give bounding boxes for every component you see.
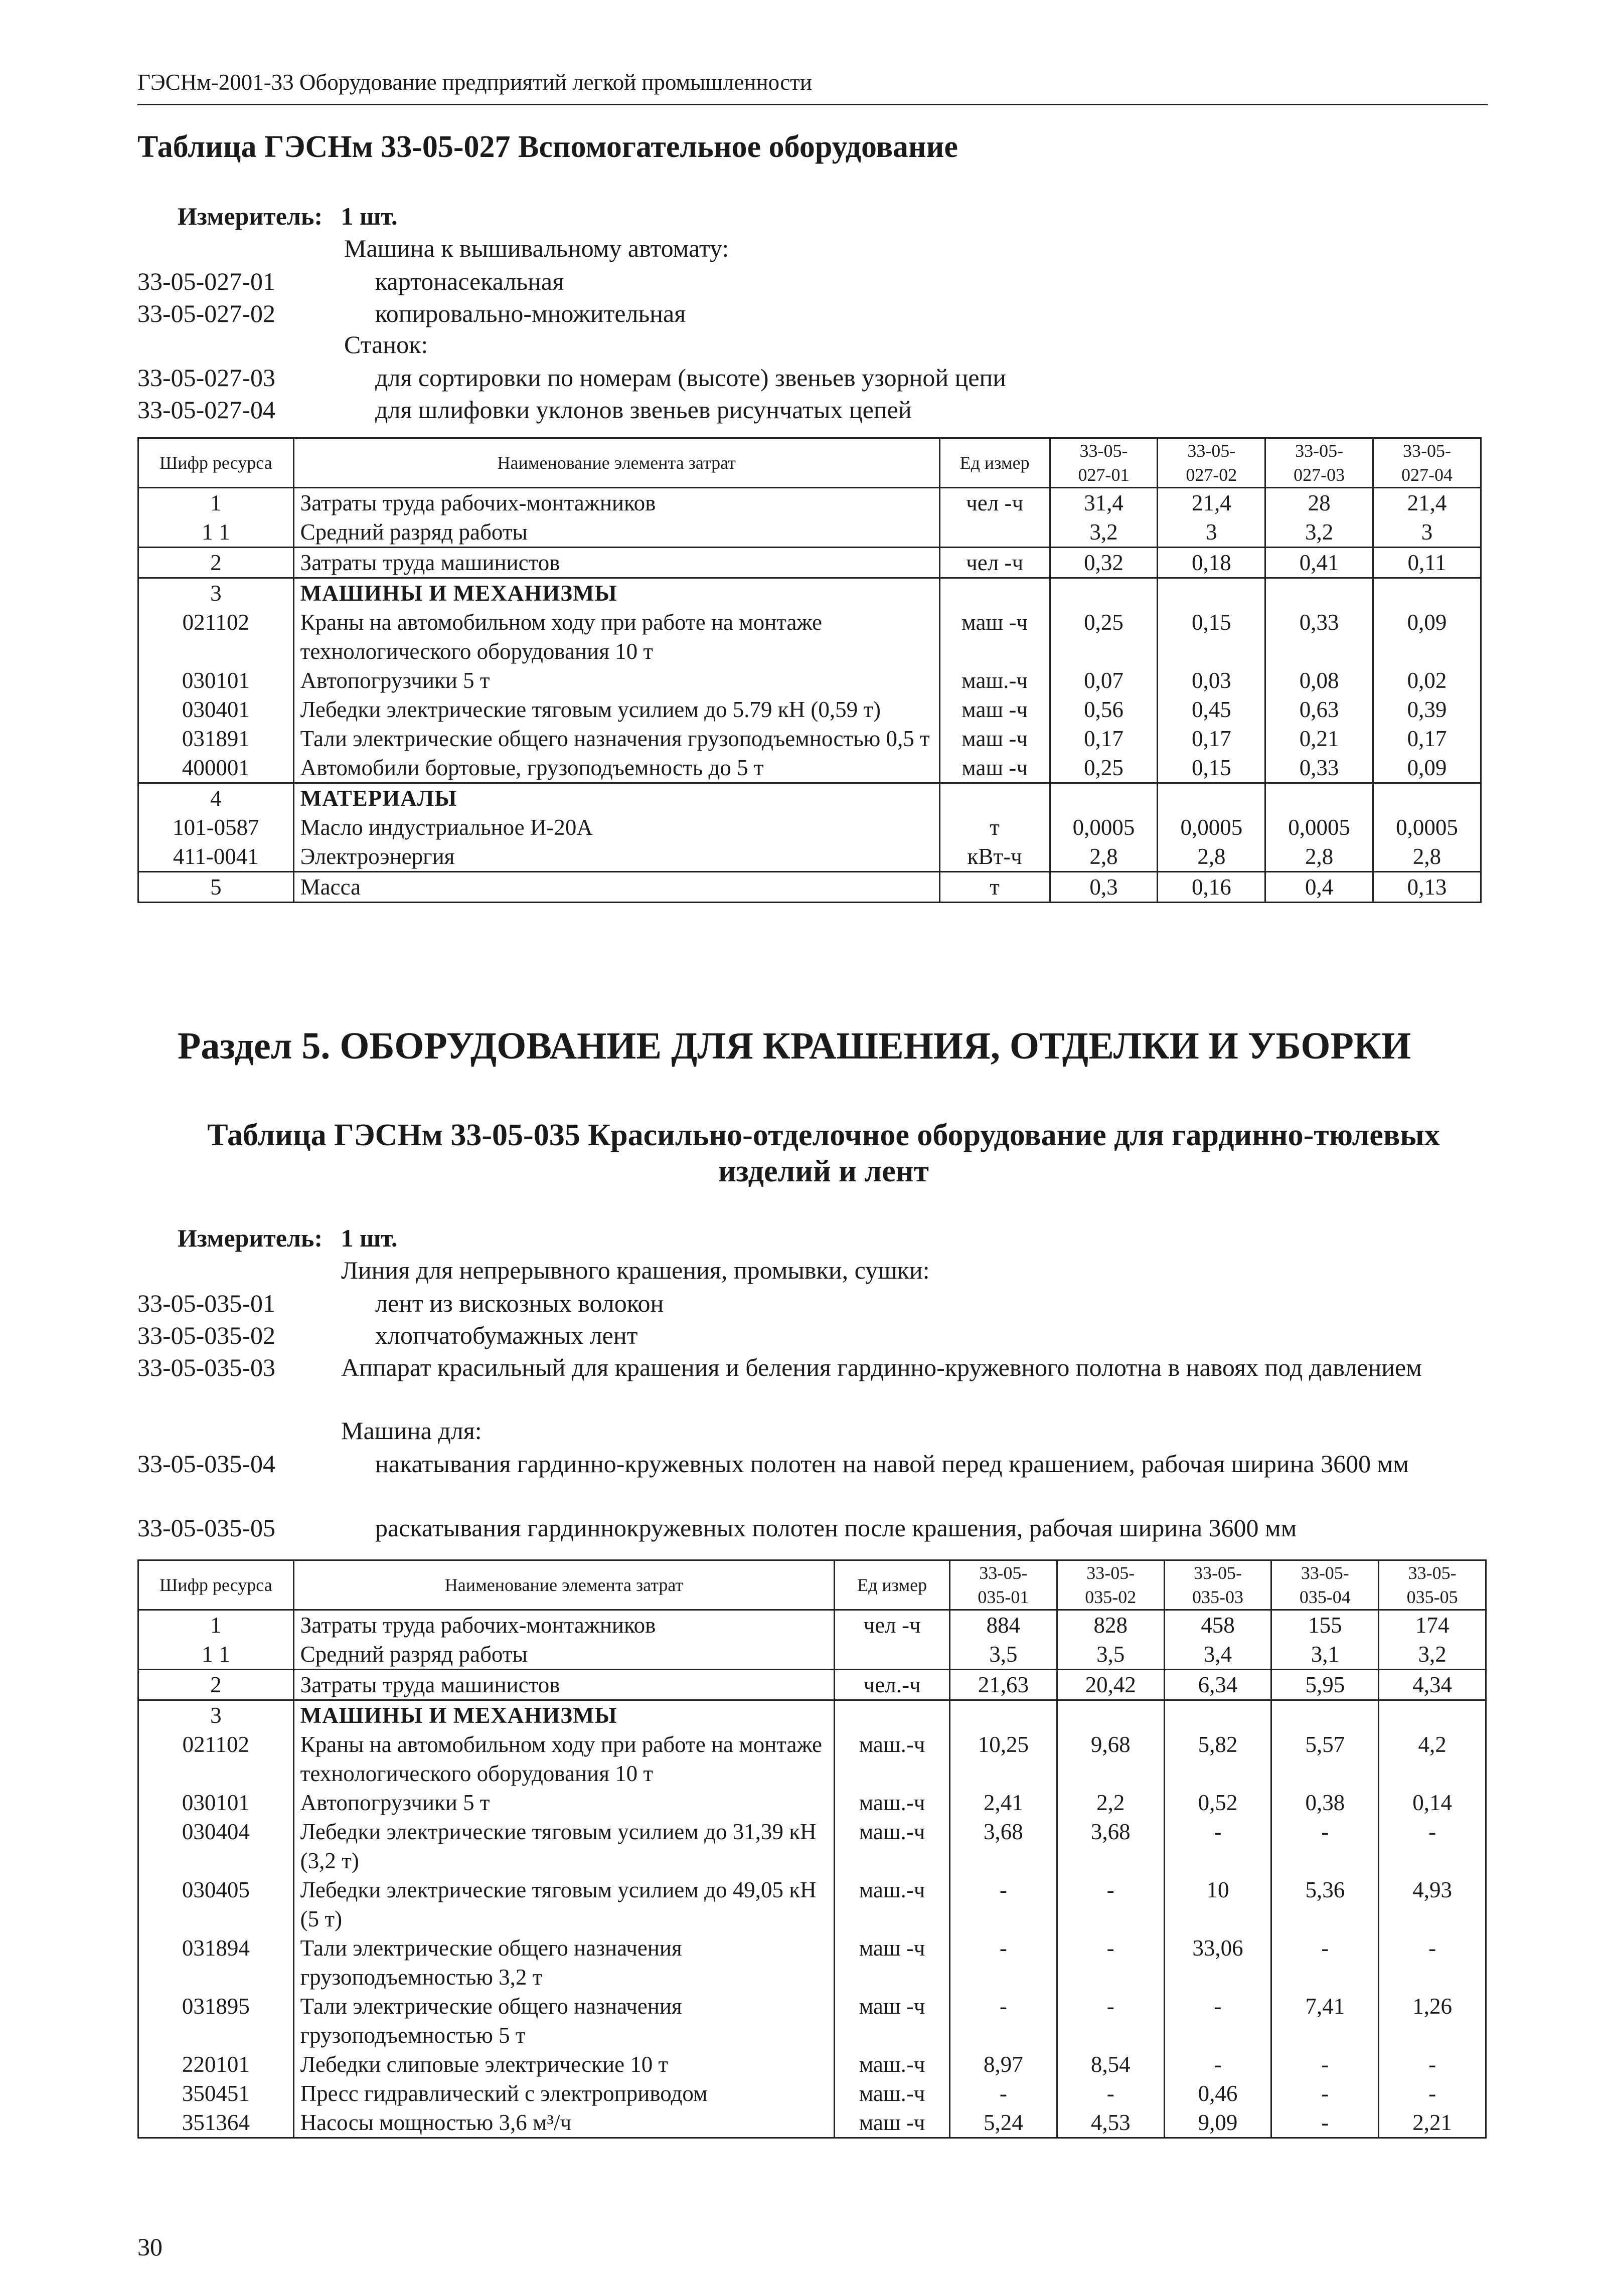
table-row bbox=[138, 1992, 1486, 2050]
unit-cell: маш -ч bbox=[939, 695, 1050, 724]
resource-code-cell: 411-0041 bbox=[138, 842, 294, 872]
norm-value-cell: 0,4 bbox=[1265, 872, 1373, 903]
norm-value-cell: - bbox=[1057, 1933, 1164, 1992]
norm-value-cell bbox=[1158, 578, 1265, 608]
unit-cell bbox=[939, 517, 1050, 548]
resource-name-cell: Краны на автомобильном ходу при работе на монтаже технологического оборудования 10 т bbox=[293, 608, 939, 666]
norm-code: 33-05-027-02 bbox=[137, 299, 275, 327]
norm-value-cell: 3,1 bbox=[1271, 1640, 1379, 1670]
resource-name-cell: Насосы мощностью 3,6 м³/ч bbox=[293, 2108, 835, 2138]
unit-cell: маш.-ч bbox=[939, 666, 1050, 695]
resource-name-cell: Лебедки электрические тяговым усилием до 5.79 кН (0,59 т) bbox=[293, 695, 939, 724]
norm-value-cell bbox=[1373, 578, 1481, 608]
norm-value-cell: 2,2 bbox=[1057, 1788, 1164, 1817]
norm-value-cell: 0,56 bbox=[1050, 695, 1158, 724]
table2-title-line: изделий и лент bbox=[718, 1154, 929, 1188]
norm-value-cell: 0,41 bbox=[1265, 548, 1373, 578]
unit-cell: чел -ч bbox=[835, 1610, 950, 1640]
norm-value-cell: - bbox=[1271, 2108, 1379, 2138]
unit-cell: маш -ч bbox=[835, 1992, 950, 2050]
norm-value-cell: 0,33 bbox=[1265, 753, 1373, 783]
resource-code-cell: 030101 bbox=[138, 1788, 294, 1817]
resource-code-cell: 030401 bbox=[138, 695, 294, 724]
resource-name-cell: Краны на автомобильном ходу при работе на монтаже технологического оборудования 10 т bbox=[293, 1730, 835, 1788]
norm-code: 33-05-027-01 bbox=[137, 267, 275, 295]
resource-name-cell: МАШИНЫ И МЕХАНИЗМЫ bbox=[293, 578, 939, 608]
norm-value-cell: - bbox=[1271, 2079, 1379, 2108]
norm-value-cell: 2,8 bbox=[1050, 842, 1158, 872]
norm-value-cell: 3 bbox=[1373, 517, 1481, 548]
norm-value-cell: 21,4 bbox=[1373, 488, 1481, 518]
resource-code-cell: 1 bbox=[138, 1610, 294, 1640]
unit-cell: маш.-ч bbox=[835, 1788, 950, 1817]
table-row bbox=[138, 1933, 1486, 1992]
norm-value-cell: 0,52 bbox=[1164, 1788, 1271, 1817]
norm-value-cell: - bbox=[1057, 1875, 1164, 1933]
norm-value-cell bbox=[1265, 783, 1373, 813]
measure-value: 1 шт. bbox=[341, 202, 398, 230]
unit-cell bbox=[835, 1700, 950, 1730]
norm-code: 33-05-027-04 bbox=[137, 396, 275, 424]
norm-value-cell bbox=[1373, 783, 1481, 813]
col-header-code: Шифр ресурса bbox=[138, 1560, 294, 1610]
table-row bbox=[138, 842, 1481, 872]
unit-cell: чел -ч bbox=[939, 548, 1050, 578]
resource-code-cell: 031895 bbox=[138, 1992, 294, 2050]
norm-value-cell: 5,57 bbox=[1271, 1730, 1379, 1788]
unit-cell: маш.-ч bbox=[835, 2079, 950, 2108]
unit-cell: маш -ч bbox=[939, 753, 1050, 783]
norm-value-cell bbox=[1271, 1700, 1379, 1730]
table-row bbox=[138, 488, 1481, 518]
norm-value-cell: 155 bbox=[1271, 1610, 1379, 1640]
norm-value-cell: 21,63 bbox=[950, 1670, 1057, 1700]
resource-code-cell: 2 bbox=[138, 548, 294, 578]
resource-name-cell: Лебедки электрические тяговым усилием до 49,05 кН (5 т) bbox=[293, 1875, 835, 1933]
resource-name-cell: Лебедки электрические тяговым усилием до 31,39 кН (3,2 т) bbox=[293, 1817, 835, 1875]
table-row bbox=[138, 724, 1481, 753]
resource-name-cell: Тали электрические общего назначения грузоподъемностью 0,5 т bbox=[293, 724, 939, 753]
header-rule bbox=[137, 104, 1488, 105]
norm-value-cell: 0,17 bbox=[1373, 724, 1481, 753]
norm-value-cell: 10,25 bbox=[950, 1730, 1057, 1788]
resource-name-cell: Тали электрические общего назначения грузоподъемностью 5 т bbox=[293, 1992, 835, 2050]
norm-value-cell bbox=[1050, 783, 1158, 813]
norm-value-cell: - bbox=[1271, 1933, 1379, 1992]
page-number: 30 bbox=[137, 2233, 163, 2261]
resource-code-cell: 3 bbox=[138, 1700, 294, 1730]
norm-value-cell: 8,54 bbox=[1057, 2050, 1164, 2079]
table-row bbox=[138, 1610, 1486, 1640]
resource-code-cell: 351364 bbox=[138, 2108, 294, 2138]
resource-name-cell: Затраты труда рабочих-монтажников bbox=[293, 1610, 835, 1640]
table-row bbox=[138, 813, 1481, 842]
norm-desc: для сортировки по номерам (высоте) звеньев узорной цепи bbox=[375, 364, 1007, 392]
norm-value-cell bbox=[1050, 578, 1158, 608]
norm-value-cell: 3,4 bbox=[1164, 1640, 1271, 1670]
norm-value-cell bbox=[1265, 578, 1373, 608]
table2-title bbox=[177, 1117, 1471, 1189]
norm-value-cell: - bbox=[1379, 2079, 1486, 2108]
norm-value-cell: 0,39 bbox=[1373, 695, 1481, 724]
unit-cell bbox=[939, 783, 1050, 813]
unit-cell: маш.-ч bbox=[835, 1730, 950, 1788]
norm-value-cell: 3,2 bbox=[1265, 517, 1373, 548]
norm-value-cell: 458 bbox=[1164, 1610, 1271, 1640]
col-header-unit: Ед измер bbox=[835, 1560, 950, 1610]
norm-desc: картонасекальная bbox=[375, 267, 564, 295]
norm-value-cell: 0,33 bbox=[1265, 608, 1373, 666]
table-row bbox=[138, 608, 1481, 666]
norm-value-cell: 174 bbox=[1379, 1610, 1486, 1640]
norm-value-cell: - bbox=[1379, 2050, 1486, 2079]
unit-cell: маш -ч bbox=[835, 1933, 950, 1992]
norm-value-cell: 2,8 bbox=[1373, 842, 1481, 872]
resource-code-cell: 030405 bbox=[138, 1875, 294, 1933]
norm-code: 33-05-035-05 bbox=[137, 1514, 275, 1542]
norm-desc: раскатывания гардиннокружевных полотен после крашения, рабочая ширина 3600 мм bbox=[375, 1514, 1297, 1542]
resource-table-2 bbox=[137, 1559, 1487, 2139]
norm-value-cell: 0,09 bbox=[1373, 608, 1481, 666]
norm-value-cell: 3,5 bbox=[950, 1640, 1057, 1670]
col-header-norm: 33-05- 035-01 bbox=[950, 1560, 1057, 1610]
table-row bbox=[138, 517, 1481, 548]
norm-value-cell: 884 bbox=[950, 1610, 1057, 1640]
norm-value-cell: 0,11 bbox=[1373, 548, 1481, 578]
resource-name-cell: Тали электрические общего назначения грузоподъемностью 3,2 т bbox=[293, 1933, 835, 1992]
resource-name-cell: Средний разряд работы bbox=[293, 1640, 835, 1670]
norm-value-cell: 3,2 bbox=[1050, 517, 1158, 548]
norm-value-cell: 20,42 bbox=[1057, 1670, 1164, 1700]
norm-value-cell: 6,34 bbox=[1164, 1670, 1271, 1700]
table-row bbox=[138, 1730, 1486, 1788]
norm-value-cell: 0,17 bbox=[1158, 724, 1265, 753]
norm-value-cell: - bbox=[1164, 1817, 1271, 1875]
norm-value-cell: 0,13 bbox=[1373, 872, 1481, 903]
norm-value-cell: - bbox=[1271, 1817, 1379, 1875]
norm-value-cell: 0,02 bbox=[1373, 666, 1481, 695]
norm-value-cell: 0,14 bbox=[1379, 1788, 1486, 1817]
norm-value-cell: 0,0005 bbox=[1050, 813, 1158, 842]
table-row bbox=[138, 695, 1481, 724]
table-row bbox=[138, 1788, 1486, 1817]
norm-desc: хлопчатобумажных лент bbox=[375, 1321, 638, 1349]
resource-code-cell: 400001 bbox=[138, 753, 294, 783]
norm-code: 33-05-035-04 bbox=[137, 1450, 275, 1478]
norm-value-cell: 0,25 bbox=[1050, 608, 1158, 666]
table2-measure bbox=[178, 1223, 398, 1253]
norm-value-cell: 9,09 bbox=[1164, 2108, 1271, 2138]
unit-cell: кВт-ч bbox=[939, 842, 1050, 872]
resource-code-cell: 021102 bbox=[138, 1730, 294, 1788]
norm-value-cell: 3,68 bbox=[1057, 1817, 1164, 1875]
table-row bbox=[138, 872, 1481, 903]
norm-value-cell: 5,95 bbox=[1271, 1670, 1379, 1700]
resource-name-cell: Лебедки слиповые электрические 10 т bbox=[293, 2050, 835, 2079]
unit-cell: т bbox=[939, 872, 1050, 903]
norm-value-cell: 0,46 bbox=[1164, 2079, 1271, 2108]
norm-value-cell: - bbox=[950, 1875, 1057, 1933]
norm-value-cell: 4,34 bbox=[1379, 1670, 1486, 1700]
norm-value-cell bbox=[1158, 783, 1265, 813]
norm-value-cell: 33,06 bbox=[1164, 1933, 1271, 1992]
norm-desc: накатывания гардинно-кружевных полотен на навой перед крашением, рабочая ширина 3600 мм bbox=[375, 1450, 1409, 1478]
running-header: ГЭСНм-2001-33 Оборудование предприятий легкой промышленности bbox=[137, 70, 812, 95]
norm-value-cell: 3,68 bbox=[950, 1817, 1057, 1875]
table-row bbox=[138, 2079, 1486, 2108]
table-row bbox=[138, 2108, 1486, 2138]
resource-name-cell: МАШИНЫ И МЕХАНИЗМЫ bbox=[293, 1700, 835, 1730]
col-header-norm: 33-05- 035-02 bbox=[1057, 1560, 1164, 1610]
norm-value-cell: 0,18 bbox=[1158, 548, 1265, 578]
norm-value-cell: - bbox=[950, 1933, 1057, 1992]
norm-value-cell: 0,45 bbox=[1158, 695, 1265, 724]
norm-value-cell: 0,0005 bbox=[1158, 813, 1265, 842]
norm-value-cell: 0,07 bbox=[1050, 666, 1158, 695]
group-heading: Машина для: bbox=[341, 1417, 482, 1445]
norm-value-cell: 21,4 bbox=[1158, 488, 1265, 518]
table1-measure bbox=[178, 202, 398, 231]
norm-value-cell: 3,2 bbox=[1379, 1640, 1486, 1670]
resource-name-cell: Затраты труда машинистов bbox=[293, 548, 939, 578]
unit-cell: маш.-ч bbox=[835, 1817, 950, 1875]
norm-value-cell: 0,17 bbox=[1050, 724, 1158, 753]
norm-value-cell: - bbox=[950, 1992, 1057, 2050]
resource-name-cell: Масса bbox=[293, 872, 939, 903]
table-row bbox=[138, 1670, 1486, 1700]
norm-value-cell: 0,25 bbox=[1050, 753, 1158, 783]
norm-value-cell: 0,0005 bbox=[1373, 813, 1481, 842]
resource-code-cell: 031891 bbox=[138, 724, 294, 753]
table-row bbox=[138, 1700, 1486, 1730]
table-header bbox=[138, 1560, 1486, 1610]
col-header-name: Наименование элемента затрат bbox=[293, 438, 939, 488]
col-header-norm: 33-05- 027-01 bbox=[1050, 438, 1158, 488]
norm-desc: для шлифовки уклонов звеньев рисунчатых цепей bbox=[375, 396, 912, 424]
resource-name-cell: Масло индустриальное И-20А bbox=[293, 813, 939, 842]
table2-title-line: Таблица ГЭСНм 33-05-035 Красильно-отделочное оборудование для гардинно-тюлевых bbox=[207, 1118, 1440, 1152]
norm-value-cell: 9,68 bbox=[1057, 1730, 1164, 1788]
norm-value-cell: 2,8 bbox=[1265, 842, 1373, 872]
resource-name-cell: Затраты труда рабочих-монтажников bbox=[293, 488, 939, 518]
resource-code-cell: 4 bbox=[138, 783, 294, 813]
norm-code: 33-05-035-03 bbox=[137, 1353, 275, 1381]
group-heading: Линия для непрерывного крашения, промывки, сушки: bbox=[341, 1256, 930, 1284]
resource-name-cell: Электроэнергия bbox=[293, 842, 939, 872]
col-header-norm: 33-05- 027-02 bbox=[1158, 438, 1265, 488]
table-row bbox=[138, 1875, 1486, 1933]
resource-name-cell: Пресс гидравлический с электроприводом bbox=[293, 2079, 835, 2108]
norm-value-cell: - bbox=[1057, 2079, 1164, 2108]
norm-value-cell: - bbox=[1271, 2050, 1379, 2079]
col-header-norm: 33-05- 035-04 bbox=[1271, 1560, 1379, 1610]
group-heading: Станок: bbox=[344, 330, 428, 359]
norm-code: 33-05-035-01 bbox=[137, 1289, 275, 1317]
norm-value-cell: 2,8 bbox=[1158, 842, 1265, 872]
resource-code-cell: 2 bbox=[138, 1670, 294, 1700]
norm-value-cell: 5,82 bbox=[1164, 1730, 1271, 1788]
resource-code-cell: 030101 bbox=[138, 666, 294, 695]
norm-code: 33-05-035-02 bbox=[137, 1321, 275, 1349]
norm-value-cell bbox=[1057, 1700, 1164, 1730]
resource-code-cell: 021102 bbox=[138, 608, 294, 666]
resource-code-cell: 1 1 bbox=[138, 517, 294, 548]
norm-value-cell: 0,0005 bbox=[1265, 813, 1373, 842]
section-title: Раздел 5. ОБОРУДОВАНИЕ ДЛЯ КРАШЕНИЯ, ОТДЕЛКИ И УБОРКИ bbox=[178, 1025, 1411, 1067]
resource-code-cell: 3 bbox=[138, 578, 294, 608]
norm-value-cell: 2,41 bbox=[950, 1788, 1057, 1817]
resource-code-cell: 220101 bbox=[138, 2050, 294, 2079]
col-header-name: Наименование элемента затрат bbox=[293, 1560, 835, 1610]
resource-code-cell: 030404 bbox=[138, 1817, 294, 1875]
measure-label: Измеритель: bbox=[178, 202, 323, 230]
unit-cell: маш.-ч bbox=[835, 2050, 950, 2079]
resource-name-cell: Автопогрузчики 5 т bbox=[293, 666, 939, 695]
table-row bbox=[138, 753, 1481, 783]
table-row bbox=[138, 783, 1481, 813]
norm-value-cell: 1,26 bbox=[1379, 1992, 1486, 2050]
resource-code-cell: 5 bbox=[138, 872, 294, 903]
norm-value-cell: 0,32 bbox=[1050, 548, 1158, 578]
unit-cell: чел.-ч bbox=[835, 1670, 950, 1700]
resource-code-cell: 1 1 bbox=[138, 1640, 294, 1670]
col-header-unit: Ед измер bbox=[939, 438, 1050, 488]
resource-code-cell: 350451 bbox=[138, 2079, 294, 2108]
norm-value-cell bbox=[950, 1700, 1057, 1730]
norm-value-cell: 4,53 bbox=[1057, 2108, 1164, 2138]
norm-value-cell: 0,16 bbox=[1158, 872, 1265, 903]
resource-code-cell: 1 bbox=[138, 488, 294, 518]
table-row bbox=[138, 578, 1481, 608]
norm-value-cell: 28 bbox=[1265, 488, 1373, 518]
resource-name-cell: Затраты труда машинистов bbox=[293, 1670, 835, 1700]
measure-value: 1 шт. bbox=[341, 1224, 398, 1252]
col-header-norm: 33-05- 027-04 bbox=[1373, 438, 1481, 488]
norm-value-cell: - bbox=[1379, 1817, 1486, 1875]
resource-name-cell: Средний разряд работы bbox=[293, 517, 939, 548]
norm-value-cell: 7,41 bbox=[1271, 1992, 1379, 2050]
measure-label: Измеритель: bbox=[178, 1224, 323, 1252]
norm-value-cell bbox=[1164, 1700, 1271, 1730]
norm-value-cell: - bbox=[950, 2079, 1057, 2108]
norm-value-cell bbox=[1379, 1700, 1486, 1730]
norm-value-cell: - bbox=[1057, 1992, 1164, 2050]
norm-desc: Аппарат красильный для крашения и беления гардинно-кружевного полотна в навоях под давлением bbox=[341, 1353, 1422, 1381]
norm-value-cell: - bbox=[1164, 1992, 1271, 2050]
table-row bbox=[138, 548, 1481, 578]
norm-value-cell: - bbox=[1164, 2050, 1271, 2079]
table-row bbox=[138, 1640, 1486, 1670]
norm-value-cell: 0,21 bbox=[1265, 724, 1373, 753]
norm-value-cell: 0,15 bbox=[1158, 608, 1265, 666]
table1-title: Таблица ГЭСНм 33-05-027 Вспомогательное оборудование bbox=[137, 130, 958, 164]
norm-value-cell: 5,36 bbox=[1271, 1875, 1379, 1933]
unit-cell bbox=[939, 578, 1050, 608]
group-heading: Машина к вышивальному автомату: bbox=[344, 234, 729, 262]
norm-value-cell: 3 bbox=[1158, 517, 1265, 548]
col-header-norm: 33-05- 027-03 bbox=[1265, 438, 1373, 488]
norm-value-cell: 0,09 bbox=[1373, 753, 1481, 783]
norm-value-cell: 31,4 bbox=[1050, 488, 1158, 518]
unit-cell: маш -ч bbox=[939, 724, 1050, 753]
col-header-norm: 33-05- 035-05 bbox=[1379, 1560, 1486, 1610]
resource-code-cell: 031894 bbox=[138, 1933, 294, 1992]
resource-name-cell: МАТЕРИАЛЫ bbox=[293, 783, 939, 813]
norm-desc: копировально-множительная bbox=[375, 299, 686, 327]
table-row bbox=[138, 666, 1481, 695]
resource-code-cell: 101-0587 bbox=[138, 813, 294, 842]
norm-value-cell: 5,24 bbox=[950, 2108, 1057, 2138]
norm-code: 33-05-027-03 bbox=[137, 364, 275, 392]
resource-table-1 bbox=[137, 437, 1482, 903]
norm-value-cell: - bbox=[1379, 1933, 1486, 1992]
unit-cell bbox=[835, 1640, 950, 1670]
unit-cell: маш.-ч bbox=[835, 1875, 950, 1933]
norm-value-cell: 0,38 bbox=[1271, 1788, 1379, 1817]
norm-value-cell: 828 bbox=[1057, 1610, 1164, 1640]
table-header bbox=[138, 438, 1481, 488]
resource-name-cell: Автомобили бортовые, грузоподъемность до 5 т bbox=[293, 753, 939, 783]
norm-value-cell: 0,3 bbox=[1050, 872, 1158, 903]
col-header-code: Шифр ресурса bbox=[138, 438, 294, 488]
unit-cell: маш -ч bbox=[835, 2108, 950, 2138]
resource-name-cell: Автопогрузчики 5 т bbox=[293, 1788, 835, 1817]
norm-value-cell: 4,2 bbox=[1379, 1730, 1486, 1788]
norm-value-cell: 8,97 bbox=[950, 2050, 1057, 2079]
norm-value-cell: 2,21 bbox=[1379, 2108, 1486, 2138]
norm-value-cell: 0,15 bbox=[1158, 753, 1265, 783]
norm-value-cell: 4,93 bbox=[1379, 1875, 1486, 1933]
table-row bbox=[138, 1817, 1486, 1875]
norm-desc: лент из вискозных волокон bbox=[375, 1289, 664, 1317]
norm-value-cell: 0,63 bbox=[1265, 695, 1373, 724]
unit-cell: чел -ч bbox=[939, 488, 1050, 518]
unit-cell: маш -ч bbox=[939, 608, 1050, 666]
norm-value-cell: 0,08 bbox=[1265, 666, 1373, 695]
norm-value-cell: 10 bbox=[1164, 1875, 1271, 1933]
col-header-norm: 33-05- 035-03 bbox=[1164, 1560, 1271, 1610]
norm-value-cell: 3,5 bbox=[1057, 1640, 1164, 1670]
table-row bbox=[138, 2050, 1486, 2079]
unit-cell: т bbox=[939, 813, 1050, 842]
norm-value-cell: 0,03 bbox=[1158, 666, 1265, 695]
